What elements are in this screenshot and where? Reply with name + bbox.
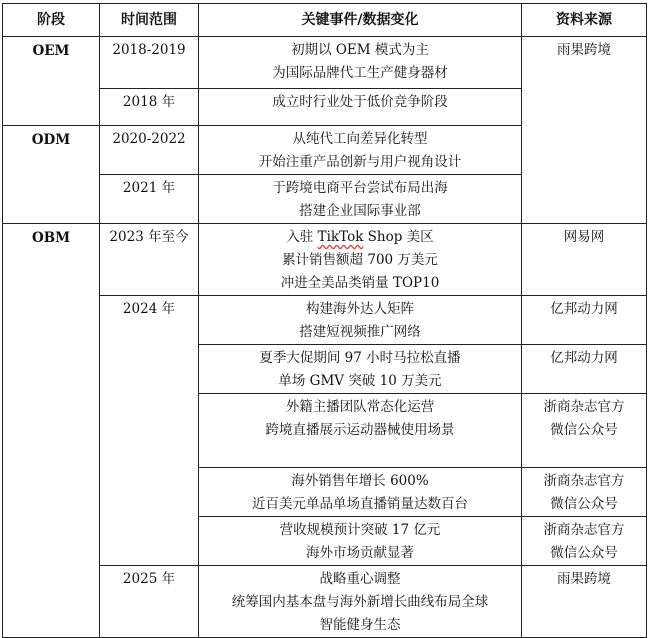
table-row bbox=[3, 296, 647, 345]
tiktok-brand: TikTok bbox=[317, 229, 364, 245]
event-suffix: Shop 美区 bbox=[363, 229, 434, 245]
table-row bbox=[3, 566, 647, 638]
time-cell: 2018-2019 bbox=[100, 37, 199, 89]
event-cell bbox=[199, 566, 522, 638]
event-line bbox=[199, 226, 521, 249]
event-cell bbox=[199, 517, 522, 566]
source-cell: 雨果跨境 bbox=[522, 566, 647, 638]
event-cell bbox=[199, 37, 522, 89]
time-cell: 2018 年 bbox=[100, 89, 199, 126]
event-line: 从纯代工向差异化转型 bbox=[292, 131, 428, 147]
event-cell bbox=[199, 394, 522, 468]
header-row bbox=[3, 4, 647, 37]
event-line: 于跨境电商平台尝试布局出海 bbox=[272, 180, 448, 196]
time-cell: 2020-2022 bbox=[100, 126, 199, 175]
event-line: 开始注重产品创新与用户视角设计 bbox=[258, 154, 462, 170]
source-line: 微信公众号 bbox=[550, 422, 618, 438]
time-cell: 2021 年 bbox=[100, 175, 199, 224]
source-line: 微信公众号 bbox=[550, 545, 618, 561]
time-cell: 2023 年至今 bbox=[100, 224, 199, 296]
source-line: 浙商杂志官方 bbox=[543, 399, 625, 415]
event-cell bbox=[199, 126, 522, 175]
event-prefix: 入驻 bbox=[286, 229, 318, 245]
source-cell: 亿邦动力网 bbox=[522, 345, 647, 394]
event-line: 构建海外达人矩阵 bbox=[306, 301, 414, 317]
event-line: 海外销售年增长 600% bbox=[291, 473, 429, 489]
event-line: 夏季大促期间 97 小时马拉松直播 bbox=[259, 350, 461, 366]
event-line: 冲进全美品类销量 TOP10 bbox=[280, 275, 440, 291]
event-line: 跨境直播展示运动器械使用场景 bbox=[265, 422, 455, 438]
source-cell bbox=[522, 394, 647, 468]
source-line: 微信公众号 bbox=[550, 496, 618, 512]
source-cell bbox=[522, 517, 647, 566]
source-line: 浙商杂志官方 bbox=[543, 473, 625, 489]
event-cell bbox=[199, 224, 522, 296]
event-cell bbox=[199, 468, 522, 517]
header-source: 资料来源 bbox=[522, 4, 647, 37]
time-cell: 2024 年 bbox=[100, 296, 199, 566]
event-line: 外籍主播团队常态化运营 bbox=[285, 399, 435, 415]
time-cell: 2025 年 bbox=[100, 566, 199, 638]
stage-cell-oem: OEM bbox=[3, 37, 100, 126]
event-cell bbox=[199, 89, 522, 126]
table-row bbox=[3, 224, 647, 296]
stage-cell-obm: OBM bbox=[3, 224, 100, 638]
event-line: 成立时行业处于低价竞争阶段 bbox=[272, 94, 448, 110]
event-cell bbox=[199, 175, 522, 224]
event-cell bbox=[199, 345, 522, 394]
source-cell: 亿邦动力网 bbox=[522, 296, 647, 345]
event-line: 海外市场贡献显著 bbox=[306, 545, 414, 561]
event-line: 累计销售额超 700 万美元 bbox=[282, 252, 438, 268]
source-cell: 雨果跨境 bbox=[522, 37, 647, 224]
event-line: 搭建企业国际事业部 bbox=[299, 203, 421, 219]
event-line: 为国际品牌代工生产健身器材 bbox=[272, 65, 448, 81]
event-line: 智能健身生态 bbox=[319, 617, 401, 633]
event-line: 搭建短视频推广网络 bbox=[299, 324, 421, 340]
events-table bbox=[2, 3, 647, 638]
table-row bbox=[3, 37, 647, 89]
event-line: 统筹国内基本盘与海外新增长曲线布局全球 bbox=[231, 594, 489, 610]
event-line: 单场 GMV 突破 10 万美元 bbox=[278, 373, 442, 389]
event-cell bbox=[199, 296, 522, 345]
header-stage: 阶段 bbox=[3, 4, 100, 37]
source-cell bbox=[522, 468, 647, 517]
event-line: 近百美元单品单场直播销量达数百台 bbox=[252, 496, 468, 512]
event-line: 初期以 OEM 模式为主 bbox=[291, 42, 429, 58]
header-events: 关键事件/数据变化 bbox=[199, 4, 522, 37]
header-time: 时间范围 bbox=[100, 4, 199, 37]
source-cell: 网易网 bbox=[522, 224, 647, 296]
source-line: 浙商杂志官方 bbox=[543, 522, 625, 538]
event-line: 营收规模预计突破 17 亿元 bbox=[279, 522, 441, 538]
stage-cell-odm: ODM bbox=[3, 126, 100, 224]
event-line: 战略重心调整 bbox=[319, 571, 401, 587]
